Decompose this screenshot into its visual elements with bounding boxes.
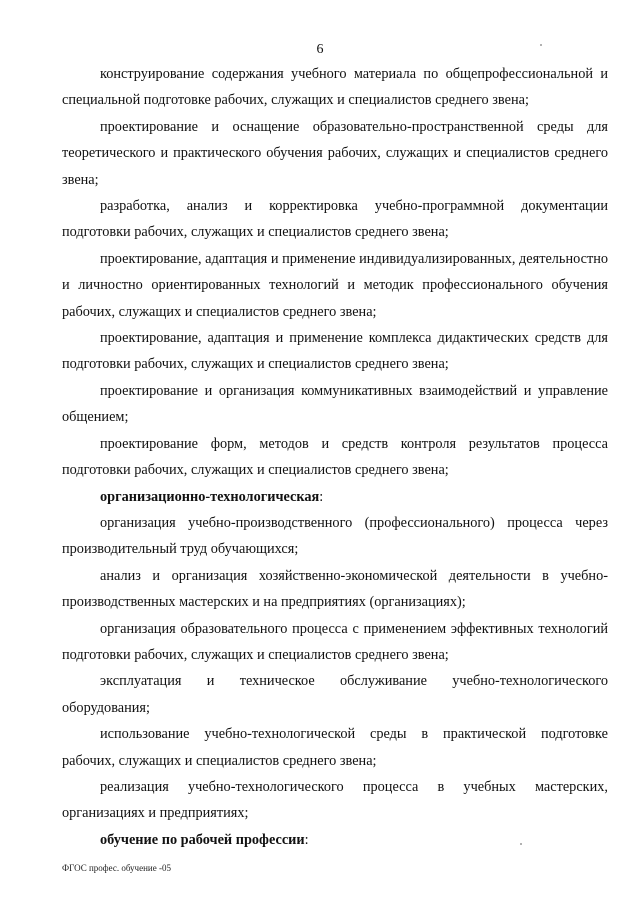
paragraph: реализация учебно-технологического процесса в учебных мастерских, организациях и предприятиях; [62,778,608,822]
paragraph: проектирование, адаптация и применение индивидуализированных, деятельностно и личностно ориентированных технологий и методик профессионального обучения рабочих, служащих и специалистов среднего звена; [62,250,608,320]
paragraph: разработка, анализ и корректировка учебно-программной документации подготовки рабочих, служащих и специалистов среднего звена; [62,198,608,241]
section-heading [62,827,608,853]
section-heading-text: обучение по рабочей профессии [100,831,305,848]
paragraph: организация учебно-производственного (профессионального) процесса через производительный труд обучающихся; [62,514,608,558]
scan-speck [540,44,542,46]
section-heading-text: организационно-технологическая [100,488,320,505]
page-number: 6 [316,42,324,57]
paragraph: проектирование форм, методов и средств контроля результатов процесса подготовки рабочих, служащих и специалистов среднего звена; [62,435,608,479]
paragraph: эксплуатация и техническое обслуживание учебно-технологического оборудования; [62,673,608,716]
section-heading-colon: : [319,488,324,505]
paragraph: проектирование и организация коммуникативных взаимодействий и управление общением; [62,382,608,426]
paragraph: использование учебно-технологической среды в практической подготовке рабочих, служащих и специалистов среднего звена; [62,726,608,769]
scan-speck [520,843,522,845]
paragraph: проектирование и оснащение образовательно-пространственной среды для теоретического и практического обучения рабочих, служащих и специалистов среднего звена; [62,118,608,188]
document-body [62,61,608,853]
paragraph: конструирование содержания учебного материала по общепрофессиональной и специальной подготовке рабочих, служащих и специалистов среднего звена; [62,66,608,109]
section-heading [62,484,608,510]
paragraph: организация образовательного процесса с применением эффективных технологий подготовки рабочих, служащих и специалистов среднего звена; [62,620,608,663]
paragraph: анализ и организация хозяйственно-экономической деятельности в учебно-производственных мастерских и на предприятиях (организациях); [62,567,608,611]
section-heading-colon: : [304,831,309,848]
page-footer: ФГОС профес. обучение -05 [62,863,171,873]
paragraph: проектирование, адаптация и применение комплекса дидактических средств для подготовки рабочих, служащих и специалистов среднего звена; [62,330,608,373]
